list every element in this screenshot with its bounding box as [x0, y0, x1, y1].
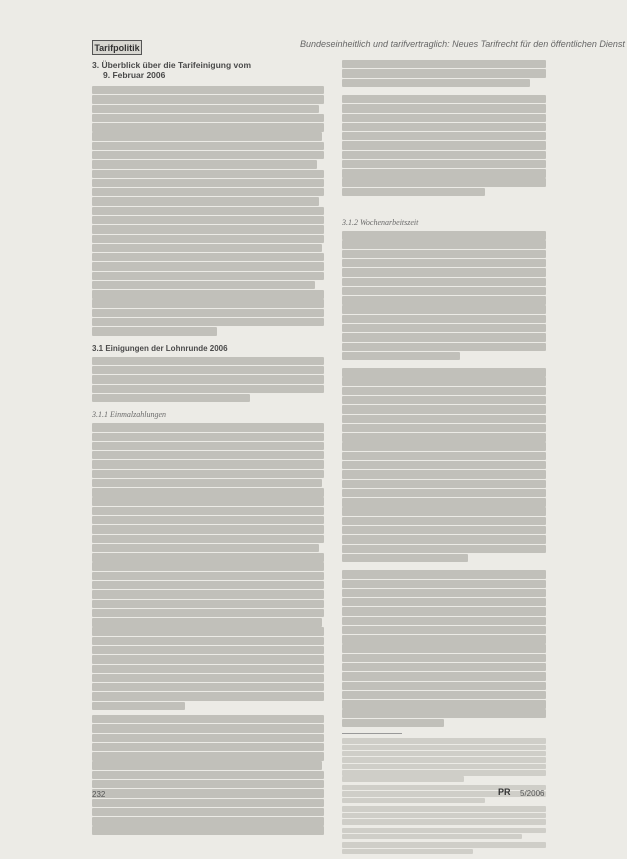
- section-312-heading: 3.1.2 Wochenarbeitszeit: [342, 218, 419, 228]
- body-paragraph: [342, 95, 546, 196]
- section-311-heading: 3.1.1 Einmalzahlungen: [92, 410, 166, 420]
- footnote-divider: [342, 733, 402, 734]
- section-3-title-line1: 3. Überblick über die Tarifeinigung vom: [92, 60, 252, 70]
- running-header: Bundeseinheitlich und tarifvertraglich: Neues Tarifrecht für den öffentlichen Dienst: [300, 39, 625, 49]
- body-paragraph: [92, 357, 324, 403]
- left-column: [92, 60, 324, 840]
- section-3-heading: [92, 60, 324, 80]
- body-paragraph: [342, 368, 546, 562]
- section-31-heading: 3.1 Einigungen der Lohnrunde 2006: [92, 343, 228, 353]
- footnotes: [342, 738, 546, 854]
- publisher-logo: PR: [498, 787, 511, 797]
- body-paragraph: [342, 570, 546, 727]
- right-column: [342, 60, 546, 859]
- section-3-title-line2: 9. Februar 2006: [103, 70, 166, 80]
- page-number: 232: [92, 790, 106, 799]
- issue-number: 5/2006: [520, 789, 545, 798]
- body-paragraph: [92, 715, 324, 835]
- body-paragraph: [342, 231, 546, 360]
- section-badge: Tarifpolitik: [92, 40, 142, 55]
- body-paragraph: [342, 60, 546, 87]
- body-paragraph: [92, 423, 324, 710]
- body-paragraph: [92, 86, 324, 336]
